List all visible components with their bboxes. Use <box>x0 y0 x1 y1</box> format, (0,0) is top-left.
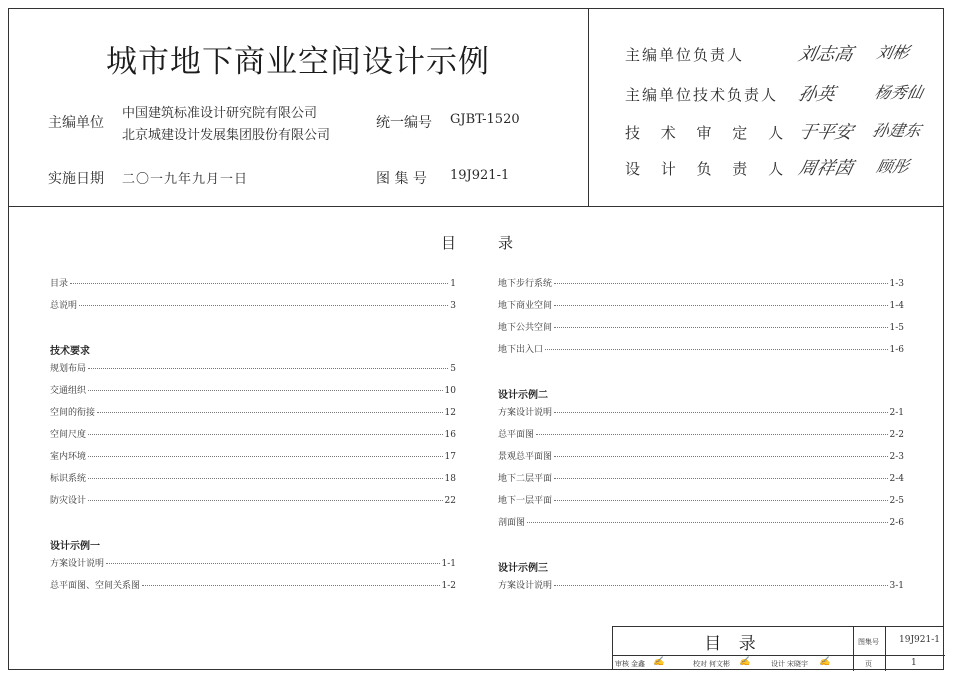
tb-review-label: 审核 <box>615 660 629 668</box>
signature-4b: 顾彤 <box>874 157 911 176</box>
signature-1a: 刘志高 <box>796 44 855 65</box>
toc-entry[interactable]: 防灾设计 22 <box>50 496 456 506</box>
toc-entry[interactable]: 地下二层平面 2-4 <box>498 474 904 484</box>
unified-code-label: 统一编号 <box>376 115 432 131</box>
tb-check-label: 校对 <box>693 660 707 668</box>
tb-vline <box>853 627 854 671</box>
resp-role-3: 技 术 审 定 人 <box>625 124 792 142</box>
tb-page: 1 <box>911 658 917 668</box>
toc-heading-b: 录 <box>498 234 514 252</box>
editor-unit-1: 中国建筑标准设计研究院有限公司 <box>122 106 318 121</box>
toc-entry[interactable]: 地下商业空间 1-4 <box>498 301 904 311</box>
tb-atlas-no: 19J921-1 <box>899 635 941 645</box>
header-info <box>8 8 588 206</box>
unified-code: GJBT-1520 <box>450 112 520 127</box>
toc-entry[interactable]: 目录 1 <box>50 279 456 289</box>
tb-designer-signature: ✍ <box>819 657 831 667</box>
tb-page-label: 页 <box>865 660 872 668</box>
tb-reviewer-signature: ✍ <box>653 657 665 667</box>
toc-entry[interactable]: 室内环境 17 <box>50 452 456 462</box>
tb-checker: 何文彬 <box>709 660 730 668</box>
title-block-title: 目 录 <box>704 633 762 654</box>
tb-hline <box>613 655 945 656</box>
tb-designer: 宋晓宇 <box>787 660 808 668</box>
tb-design-label: 设计 <box>771 660 785 668</box>
atlas-title: 城市地下商业空间设计示例 <box>106 44 490 80</box>
resp-role-4: 设 计 负 责 人 <box>625 160 792 178</box>
tb-vline <box>885 627 886 671</box>
section-example-1: 设计示例一 <box>50 541 100 552</box>
atlas-no: 19J921-1 <box>450 168 510 183</box>
toc-entry[interactable]: 剖面图 2-6 <box>498 518 904 528</box>
section-tech-requirements: 技术要求 <box>50 346 90 357</box>
signature-3a: 于平安 <box>796 122 855 143</box>
section-example-2: 设计示例二 <box>498 390 548 401</box>
toc-entry[interactable]: 规划布局 5 <box>50 364 456 374</box>
signature-4a: 周祥茵 <box>796 158 855 179</box>
title-block <box>612 626 944 670</box>
signature-3b: 孙建东 <box>870 121 923 140</box>
atlas-no-label: 图 集 号 <box>376 171 427 187</box>
toc-entry[interactable]: 地下步行系统 1-3 <box>498 279 904 289</box>
toc-entry[interactable]: 方案设计说明 2-1 <box>498 408 904 418</box>
toc-entry[interactable]: 标识系统 18 <box>50 474 456 484</box>
resp-role-1: 主编单位负责人 <box>625 46 745 64</box>
toc-entry[interactable]: 空间尺度 16 <box>50 430 456 440</box>
editor-label: 主编单位 <box>48 115 104 131</box>
resp-role-2: 主编单位技术负责人 <box>625 86 779 104</box>
editor-unit-2: 北京城建设计发展集团股份有限公司 <box>122 128 331 143</box>
toc-entry[interactable]: 总说明 3 <box>50 301 456 311</box>
toc-entry[interactable]: 地下一层平面 2-5 <box>498 496 904 506</box>
toc-entry[interactable]: 地下公共空间 1-5 <box>498 323 904 333</box>
toc-entry[interactable]: 总平面图、空间关系图 1-2 <box>50 581 456 591</box>
tb-checker-signature: ✍ <box>739 657 751 667</box>
toc-entry[interactable]: 方案设计说明 1-1 <box>50 559 456 569</box>
section-example-3: 设计示例三 <box>498 563 548 574</box>
implementation-date: 二〇一九年九月一日 <box>122 172 249 187</box>
toc-entry[interactable]: 交通组织 10 <box>50 386 456 396</box>
signature-2a: 孙英 <box>796 84 837 105</box>
toc-entry[interactable]: 景观总平面图 2-3 <box>498 452 904 462</box>
signature-2b: 杨秀仙 <box>872 83 925 102</box>
date-label: 实施日期 <box>48 171 104 187</box>
toc-heading-a: 目 <box>441 234 457 252</box>
responsible-persons <box>588 8 944 206</box>
toc-entry[interactable]: 方案设计说明 3-1 <box>498 581 904 591</box>
tb-atlas-label: 图集号 <box>858 638 879 646</box>
toc-entry[interactable]: 总平面图 2-2 <box>498 430 904 440</box>
toc-entry[interactable]: 空间的衔接 12 <box>50 408 456 418</box>
header-divider <box>8 206 944 207</box>
toc-entry[interactable]: 地下出入口 1-6 <box>498 345 904 355</box>
tb-reviewer: 金鑫 <box>631 660 645 668</box>
signature-1b: 刘彬 <box>874 43 911 62</box>
